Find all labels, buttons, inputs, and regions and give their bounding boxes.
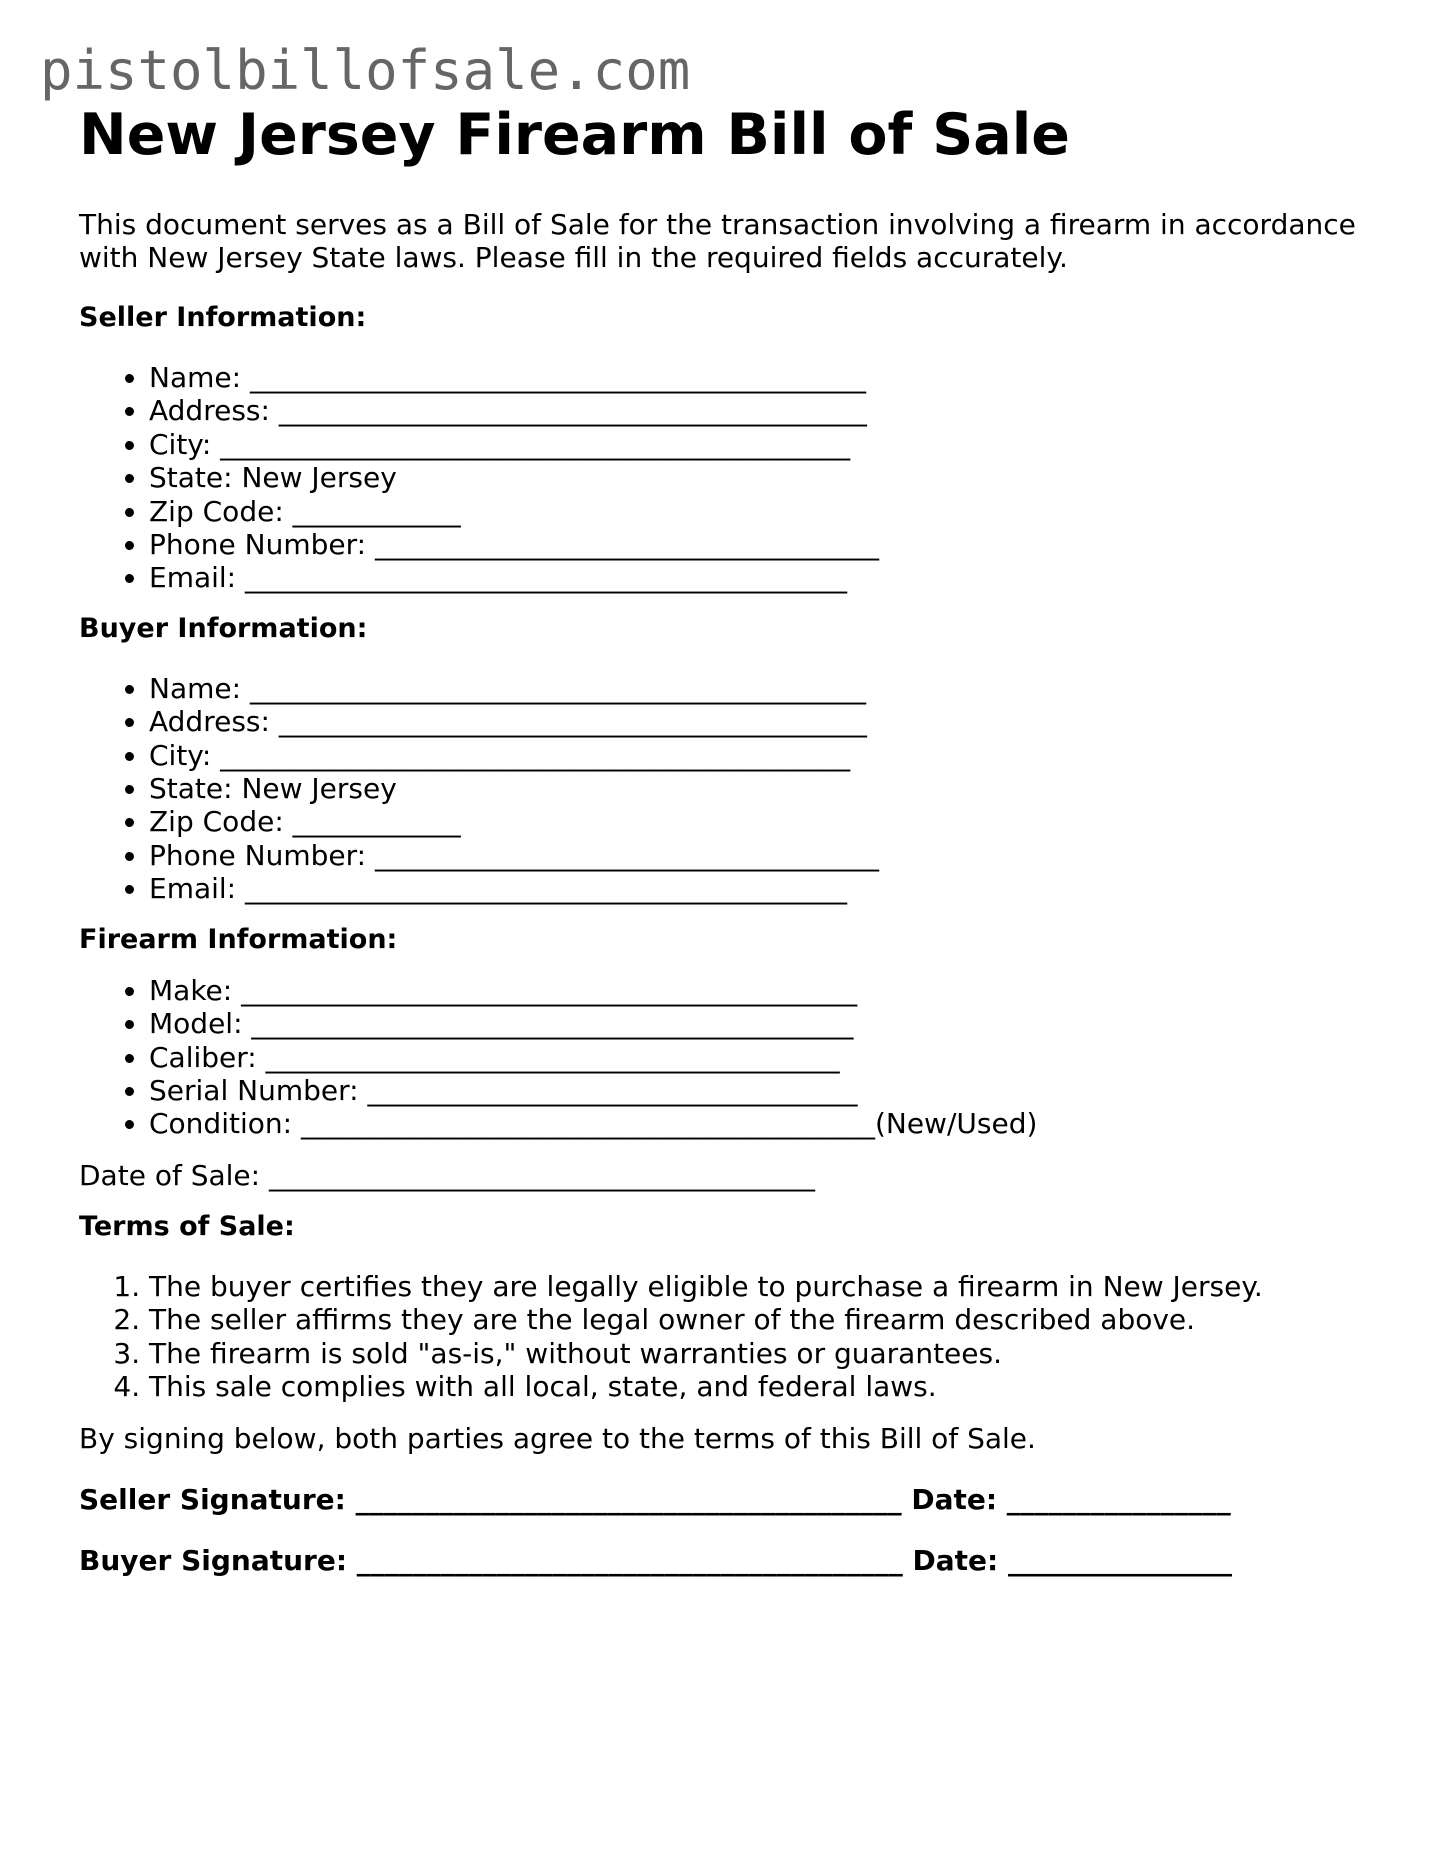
terms-list bbox=[79, 1270, 1379, 1404]
intro-paragraph: This document serves as a Bill of Sale for the transaction involving a firearm in accordance with New Jersey State laws. Please fill in the required fields accurately. bbox=[79, 208, 1356, 274]
seller-info-heading: Seller Information: bbox=[79, 302, 367, 333]
buyer-name-field[interactable]: • Name: ____________________________________________ bbox=[149, 672, 1379, 705]
document-body bbox=[79, 100, 1379, 1577]
seller-city-field[interactable]: • City: _____________________________________________ bbox=[149, 428, 1379, 461]
seller-state-field: • State: New Jersey bbox=[149, 461, 1379, 494]
firearm-condition-field[interactable]: • Condition: _________________________________________(New/Used) bbox=[149, 1107, 1379, 1140]
buyer-address-field[interactable]: • Address: __________________________________________ bbox=[149, 705, 1379, 738]
terms-heading: Terms of Sale: bbox=[79, 1210, 295, 1242]
buyer-email-field[interactable]: • Email: ___________________________________________ bbox=[149, 872, 1379, 905]
buyer-city-field[interactable]: • City: _____________________________________________ bbox=[149, 739, 1379, 772]
buyer-phone-field[interactable]: • Phone Number: ____________________________________ bbox=[149, 839, 1379, 872]
document-title: New Jersey Firearm Bill of Sale bbox=[79, 102, 1070, 168]
seller-email-field[interactable]: • Email: ___________________________________________ bbox=[149, 561, 1379, 594]
seller-phone-field[interactable]: • Phone Number: ____________________________________ bbox=[149, 528, 1379, 561]
term-item: 3. The firearm is sold "as-is," without warranties or guarantees. bbox=[149, 1337, 1379, 1370]
term-item: 1. The buyer certifies they are legally eligible to purchase a firearm in New Jersey. bbox=[149, 1270, 1379, 1303]
seller-name-field[interactable]: • Name: ____________________________________________ bbox=[149, 361, 1379, 394]
buyer-info-heading: Buyer Information: bbox=[79, 612, 368, 644]
buyer-state-field: • State: New Jersey bbox=[149, 772, 1379, 805]
firearm-info-heading: Firearm Information: bbox=[79, 923, 398, 955]
firearm-info-list bbox=[79, 974, 1379, 1141]
seller-info-list bbox=[79, 361, 1379, 595]
buyer-zip-field[interactable]: • Zip Code: ____________ bbox=[149, 805, 1379, 838]
buyer-info-list bbox=[79, 672, 1379, 906]
watermark: pistolbillofsale.com bbox=[40, 39, 691, 102]
firearm-serial-field[interactable]: • Serial Number: ___________________________________ bbox=[149, 1074, 1379, 1107]
agreement-statement: By signing below, both parties agree to the terms of this Bill of Sale. bbox=[79, 1422, 1036, 1456]
buyer-signature-line[interactable]: Buyer Signature: _______________________________________ Date: ________________ bbox=[79, 1544, 1232, 1578]
seller-signature-line[interactable]: Seller Signature: _______________________________________ Date: ________________ bbox=[79, 1483, 1231, 1517]
seller-zip-field[interactable]: • Zip Code: ____________ bbox=[149, 495, 1379, 528]
firearm-caliber-field[interactable]: • Caliber: _________________________________________ bbox=[149, 1041, 1379, 1074]
firearm-model-field[interactable]: • Model: ___________________________________________ bbox=[149, 1007, 1379, 1040]
firearm-make-field[interactable]: • Make: ____________________________________________ bbox=[149, 974, 1379, 1007]
term-item: 2. The seller affirms they are the legal owner of the firearm described above. bbox=[149, 1303, 1379, 1336]
term-item: 4. This sale complies with all local, state, and federal laws. bbox=[149, 1370, 1379, 1403]
seller-address-field[interactable]: • Address: __________________________________________ bbox=[149, 394, 1379, 427]
date-of-sale-field[interactable]: Date of Sale: _______________________________________ bbox=[79, 1158, 815, 1192]
